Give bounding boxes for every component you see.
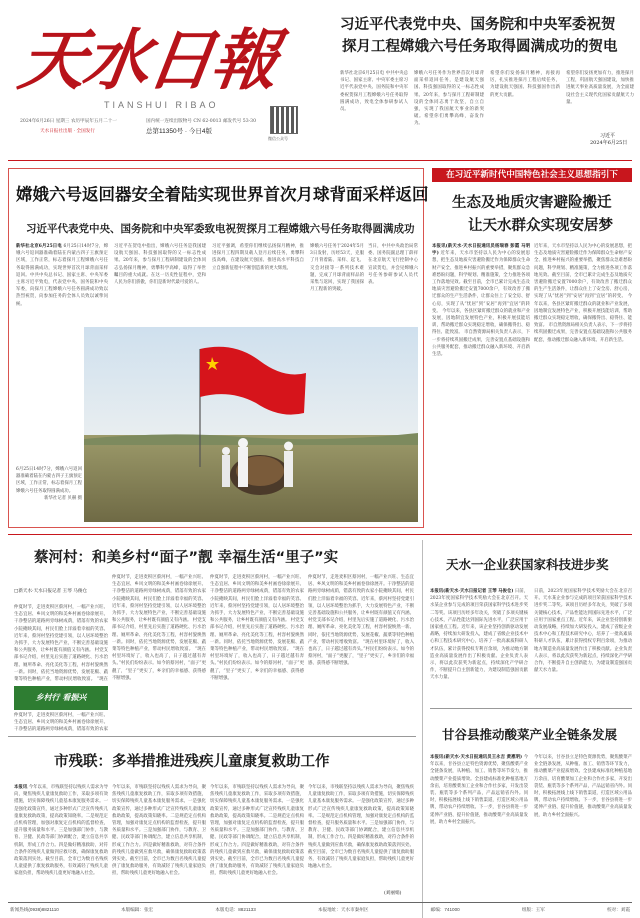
- footer-item: 新闻热线(0938)8821110: [10, 907, 59, 912]
- footer-item: 本版电话：8821133: [215, 907, 256, 912]
- top-body-col2-text: 嫦娥六号任务作为世界首次月球背面采样返回任务，是建设航天强国、科技强国取得的又一标志性成果。20年来，参与探月工程研制建设的全体同志勇于攻坚，自立自强，实现了我国航天事业的新突破。希望你们勇攀高峰，奋发作为。: [414, 71, 484, 127]
- caihe-col3-text: 仲夏时节，走进麦积区蔡河村，一幅产业兴旺、生态宜居、乡风文明的和美乡村画卷徐徐展开。干净整洁的道路两旁绿树成荫，错落有致的农家小院掩映其间，村民们脸上洋溢着幸福的笑容。近年来，蔡河村坚持党建引领，以人居环境整治为抓手，大力发展特色产业，不断完善基础设施和公共服务，让乡村既有颜值又有内涵。 村党支部书记介绍，村里先后实施了道路硬化、污水治理、厕所革命、亮化美化等工程，村容村貌焕然一新。同时，依托当地资源优势，发展花椒、蔬菜等特色种植产业，带动村民增收致富。 “现在村里环境好了，收入也高了，日子越过越有奔头。”村民们纷纷表示。如今的蔡河村，“面子”更靓了，“里子”更实了，乡亲们的幸福感、获得感不断增强。: [210, 575, 304, 681]
- ganggu-byline: 本报讯(新天水·天水日报通讯员王永吉 黄惠明): [430, 755, 523, 760]
- footer-item: 本报地址：天水市秦州区: [317, 907, 369, 912]
- right-headline-2: 让天水群众实现安居梦: [468, 218, 613, 234]
- masthead-publisher: 天水日报社出版 · 全国发行: [40, 129, 95, 134]
- caihe-col1b-text: 仲夏时节，走进麦积区蔡河村，一幅产业兴旺、生态宜居、乡风文明的和美乡村画卷徐徐展开。干净整洁的道路两旁绿树成荫，错落有致的农家: [14, 713, 108, 732]
- bottom-col4: [308, 784, 414, 890]
- masthead-issue-no: 总第11350号 · 今日4版: [146, 128, 212, 135]
- bottom-col3: [210, 784, 304, 898]
- top-body-col1-text: 新华社北京6月25日电 中共中央总书记、国家主席、中央军委主席习近平代表党中央、国务院和中央军委祝贺探月工程嫦娥六号任务取得圆满成功，致电全体参研参试人员。: [340, 71, 408, 113]
- rural-badge: [14, 686, 108, 710]
- enterprise-byline: 本报讯(新天水·天水日报记者 王琴 马俊仓): [430, 589, 514, 594]
- enterprise-body-a: 日前，2023年度国家科学技术奖励大会在北京召开。天水某企业参与完成的项目荣获国家科学技术进步奖二等奖。该项目历经多年攻关，突破了多项关键核心技术，产品性能达到国际先进水平，广泛应用于国家重点工程。近年来，该企业坚持创新驱动发展战略，持续加大研发投入，建成了省级企业技术中心和工程技术研究中心，培养了一批高素质科研人才队伍，累计获得授权专利百余项，为推动地方制造业高质量发展作出了积极贡献。企业负责人表示，将以此次获奖为新起点，持续深化产学研合作，不断提升自主创新能力，为建设制造强国贡献天水力量。: [430, 589, 528, 681]
- masthead-pinyin: TIANSHUI RIBAO: [104, 100, 219, 110]
- qr-label: 微信公众号: [268, 136, 288, 141]
- lead-col4-text: 嫦娥六号任务于2024年5月3日发射，历经53天，克服了月背着陆、采样、起飞、交会对接等一系列技术难题，完成了月球背面样品的采集与返回，实现了我国探月工程新的突破。: [310, 244, 364, 293]
- footer-rule: [8, 902, 632, 903]
- caihe-byline: □新天水·天水日报记者 王琴 马俊仓: [14, 589, 88, 594]
- top-body-col4-text: 希望你们发扬更加有力，推进探月工程，巩固航天强国建设，加快推进航天事业高质量发展，为全面建设社会主义现代化国家贡献航天力量。: [566, 71, 634, 105]
- lead-headline: 嫦娥六号返回器安全着陆实现世界首次月球背面采样返回: [16, 185, 429, 204]
- bottom-divider: [8, 736, 416, 737]
- footer-item: 邮编：741000: [430, 907, 460, 912]
- photo-caption: 6月25日14时7分，嫦娥六号返回器准确着陆在内蒙古四子王旗预定区域，工作正常，标志着探月工程嫦娥六号任务取得圆满成功。: [16, 467, 82, 494]
- bottom-byline: 本报讯: [14, 785, 28, 790]
- lead-col3-text: 习近平强调，希望你们继续弘扬探月精神，推进探月工程四期及载人登月后续任务，勇攀科技高峰，在建设航天强国、推进高水平科技自立自强新征程中不断创造新的更大辉煌。: [212, 244, 304, 271]
- footer: [10, 905, 630, 915]
- mid-rule: [8, 534, 632, 535]
- bottom-col2-text: 今年以来，市残联坚持以残疾人需求为导向，聚焦残疾儿童康复救助工作，采取多项有效措施，切实保障残疾儿童基本康复服务需求。一是强化政策宣传，通过多种形式广泛宣传残疾儿童康复救助政策，提高政策知晓率。二是规范定点机构管理，加强对康复定点机构的监督检查，提升服务质量和水平。三是加强部门协作，与教育、卫健、民政等部门协调配合，建立信息共享机制，形成工作合力。四是做好精准救助，对符合条件的残疾儿童做到应救尽救，确保康复救助政策落到实处。截至目前，全市已为数百名残疾儿童提供了康复救助服务，有效减轻了残疾儿童家庭负担，帮助残疾儿童更好地融入社会。: [112, 785, 206, 877]
- lead-col1: [16, 243, 108, 323]
- ganggu-body-b: 今年以来，甘谷县立足特色资源优势，聚焦酸菜产业全链条发展，从种植、加工、销售等环节发力，推动酸菜产业提质增效。全县建成标准化种植基地万余亩，培育酸菜加工企业和合作社多家，开发出袋装、瓶装等多个系列产品，产品远销省内外。同时，积极拓展线上线下销售渠道，打造区域公用品牌，带动农户持续增收。下一步，甘谷县将进一步延伸产业链、提升价值链，推动酸菜产业高质量发展，助力乡村全面振兴。: [534, 755, 632, 818]
- caihe-col3: [210, 574, 304, 732]
- top-body-col3: [490, 70, 560, 156]
- caihe-col1: [14, 604, 108, 682]
- qr-code: [270, 106, 298, 134]
- top-body-col2: [414, 70, 484, 156]
- lead-col2-text: 习近平在贺电中指出，嫦娥六号任务是我国建设航天强国、科技强国取得的又一标志性成果。20年来，参与探月工程研制建设的全体同志弘扬探月精神，勇攀科学高峰，取得了举世瞩目的重大成就。在这一历史性征程中，党和人民为你们骄傲，你们是新时代最可爱的人。: [114, 244, 206, 286]
- lead-dateline: 新华社北京6月25日电: [16, 244, 62, 249]
- caihe-col1-text: 仲夏时节，走进麦积区蔡河村，一幅产业兴旺、生态宜居、乡风文明的和美乡村画卷徐徐展开。干净整洁的道路两旁绿树成荫，错落有致的农家小院掩映其间，村民们脸上洋溢着幸福的笑容。近年来，蔡河村坚持党建引领，以人居环境整治为抓手，大力发展特色产业，不断完善基础设施和公共服务，让乡村既有颜值又有内涵。 村党支部书记介绍，村里先后实施了道路硬化、污水治理、厕所革命、亮化美化等工程，村容村貌焕然一新。同时，依托当地资源优势，发展花椒、蔬菜等特色种植产业，带动村民增收致富。 “现在: [14, 605, 108, 682]
- masthead-date: 2024年6月26日 星期三 农历甲辰年五月二十一: [20, 119, 117, 124]
- masthead-rule: [8, 160, 632, 161]
- right-body-b: 近年来，天水市坚持以人民为中心的发展思想，把生态及地质灾害避险搬迁作为保障群众生命财产安全、推进乡村振兴的重要举措，聚焦群众急难愁盼问题，科学规划、精准施策，全力推进各项工作落地见效。截至目前，全市已累计完成生态及地质灾害避险搬迁安置7000余户，有效改善了搬迁群众的生产生活条件，让群众住上了安全房、舒心房，实现了从“忧居”到“安居”再到“宜居”的转变。 今年以来，各县区紧盯搬迁群众的就业和产业发展，因地制宜发展特色产业，积极开展技能培训，帮助搬迁群众实现稳定增收，确保搬得出、稳得住、能致富。 市自然资源局相关负责人表示，下一步将持续巩固搬迁成果，完善安置点基础设施和公共服务配套，推动搬迁群众融入新环境、开启新生活。: [534, 244, 632, 343]
- photo-image: [84, 327, 418, 522]
- lead-col5-text: 当日，中共中央政治局常委、国务院副总理丁薛祥在北京航天飞行控制中心宣读贺电，并会见嫦娥六号任务参研参试人员代表。: [368, 244, 418, 286]
- bottom-headline: 市残联：多举措推进残疾儿童康复救助工作: [54, 754, 330, 770]
- photo-credit: 新华社记者 贝赫 摄: [44, 495, 82, 501]
- ganggu-col-b: [534, 754, 632, 898]
- right-banner: [432, 168, 632, 182]
- bottom-col2: [112, 784, 206, 898]
- lead-col1-text: 6月25日14时7分，嫦娥六号返回器准确着陆在内蒙古四子王旗预定区域，工作正常，标志着探月工程嫦娥六号任务取得圆满成功，实现世界首次月球背面采样返回。中共中央总书记、国家主席、中央军委主席习近平致电，代表党中央、国务院和中央军委，向探月工程嫦娥六号任务圆满成功致以热烈祝贺，向参加任务的全体人员致以诚挚问候。: [16, 244, 108, 307]
- caihe-col1b: [14, 712, 108, 732]
- caihe-col2-text: 仲夏时节，走进麦积区蔡河村，一幅产业兴旺、生态宜居、乡风文明的和美乡村画卷徐徐展开。干净整洁的道路两旁绿树成荫，错落有致的农家小院掩映其间，村民们脸上洋溢着幸福的笑容。近年来，蔡河村坚持党建引领，以人居环境整治为抓手，大力发展特色产业，不断完善基础设施和公共服务，让乡村既有颜值又有内涵。 村党支部书记介绍，村里先后实施了道路硬化、污水治理、厕所革命、亮化美化等工程，村容村貌焕然一新。同时，依托当地资源优势，发展花椒、蔬菜等特色种植产业，带动村民增收致富。 “现在村里环境好了，收入也高了，日子越过越有奔头。”村民们纷纷表示。如今的蔡河村，“面子”更靓了，“里子”更实了，乡亲们的幸福感、获得感不断增强。: [112, 575, 206, 681]
- enterprise-body-b: 日前，2023年度国家科学技术奖励大会在北京召开。天水某企业参与完成的项目荣获国家科学技术进步奖二等奖。该项目历经多年攻关，突破了多项关键核心技术，产品性能达到国际先进水平，广泛应用于国家重点工程。近年来，该企业坚持创新驱动发展战略，持续加大研发投入，建成了省级企业技术中心和工程技术研究中心，培养了一批高素质科研人才队伍，累计获得授权专利百余项，为推动地方制造业高质量发展作出了积极贡献。企业负责人表示，将以此次获奖为新起点，持续深化产学研合作，不断提升自主创新能力，为建设制造强国贡献天水力量。: [534, 589, 632, 674]
- bottom-author: (刘丽娟): [384, 891, 402, 896]
- top-headline: [340, 14, 635, 58]
- enterprise-divider: [430, 708, 632, 709]
- caihe-col4: [308, 574, 414, 732]
- enterprise-col-a: [430, 588, 528, 704]
- ganggu-col-a: [430, 754, 528, 898]
- right-col-b: [534, 243, 632, 528]
- footer-item: 组版：王军: [521, 907, 545, 912]
- bottom-col1-text: 今年以来，市残联坚持以残疾人需求为导向，聚焦残疾儿童康复救助工作，采取多项有效措施，切实保障残疾儿童基本康复服务需求。一是强化政策宣传，通过多种形式广泛宣传残疾儿童康复救助政策，提高政策知晓率。二是规范定点机构管理，加强对康复定点机构的监督检查，提升服务质量和水平。三是加强部门协作，与教育、卫健、民政等部门协调配合，建立信息共享机制，形成工作合力。四是做好精准救助，对符合条件的残疾儿童做到应救尽救，确保康复救助政策落到实处。截至目前，全市已为数百名残疾儿童提供了康复救助服务，有效减轻了残疾儿童家庭负担，帮助残疾儿童更好地融入社会。: [14, 785, 108, 877]
- enterprise-headline: 天水一企业获国家科技进步奖: [446, 557, 609, 572]
- right-banner-text: 在习近平新时代中国特色社会主义思想指引下: [446, 170, 618, 180]
- right-col-a: [432, 243, 530, 528]
- lead-col3: [212, 243, 304, 323]
- lead-photo: [84, 327, 418, 522]
- footer-item: 校对：刘霞: [606, 907, 630, 912]
- top-body-col4: [566, 70, 634, 130]
- right-byline: 本报讯(新天水·天水日报通讯员杨瑞春 彭霞 马明宇): [432, 244, 530, 257]
- ganggu-body-a: 今年以来，甘谷县立足特色资源优势，聚焦酸菜产业全链条发展，从种植、加工、销售等环节发力，推动酸菜产业提质增效。全县建成标准化种植基地万余亩，培育酸菜加工企业和合作社多家，开发出袋装、瓶装等多个系列产品，产品远销省内外。同时，积极拓展线上线下销售渠道，打造区域公用品牌，带动农户持续增收。下一步，甘谷县将进一步延伸产业链、提升价值链，推动酸菜产业高质量发展，助力乡村全面振兴。: [430, 755, 528, 825]
- caihe-col4-text: 仲夏时节，走进麦积区蔡河村，一幅产业兴旺、生态宜居、乡风文明的和美乡村画卷徐徐展开。干净整洁的道路两旁绿树成荫，错落有致的农家小院掩映其间，村民们脸上洋溢着幸福的笑容。近年来，蔡河村坚持党建引领，以人居环境整治为抓手，大力发展特色产业，不断完善基础设施和公共服务，让乡村既有颜值又有内涵。 村党支部书记介绍，村里先后实施了道路硬化、污水治理、厕所革命、亮化美化等工程，村容村貌焕然一新。同时，依托当地资源优势，发展花椒、蔬菜等特色种植产业，带动村民增收致富。 “现在村里环境好了，收入也高了，日子越过越有奔头。”村民们纷纷表示。如今的蔡河村，“面子”更靓了，“里子”更实了，乡亲们的幸福感、获得感不断增强。: [308, 575, 414, 667]
- right-headline-1: 生态及地质灾害避险搬迁: [452, 195, 612, 211]
- masthead: [14, 21, 320, 162]
- lead-col2: [114, 243, 206, 323]
- enterprise-col-b: [534, 588, 632, 704]
- top-sign: 习近平: [600, 133, 616, 139]
- caihe-divider-v: [422, 540, 423, 918]
- rural-badge-text: 乡村行 看振兴: [35, 693, 87, 702]
- photo-caption-box: [16, 466, 82, 522]
- masthead-cn: 国内统一连续出版物号 CN 62-0013 邮发代号 53-30: [146, 119, 257, 124]
- top-body-col1: [340, 70, 408, 156]
- top-headline-line2: 探月工程嫦娥六号任务取得圆满成功的贺电: [342, 39, 618, 55]
- bottom-col1: [14, 784, 108, 898]
- lead-col4: [310, 243, 364, 323]
- right-body-a: 近年来，天水市坚持以人民为中心的发展思想，把生态及地质灾害避险搬迁作为保障群众生命财产安全、推进乡村振兴的重要举措，聚焦群众急难愁盼问题，科学规划、精准施策，全力推进各项工作落地见效。截至目前，全市已累计完成生态及地质灾害避险搬迁安置7000余户，有效改善了搬迁群众的生产生活条件，让群众住上了安全房、舒心房，实现了从“忧居”到“安居”再到“宜居”的转变。 今年以来，各县区紧盯搬迁群众的就业和产业发展，因地制宜发展特色产业，积极开展技能培训，帮助搬迁群众实现稳定增收，确保搬得出、稳得住、能致富。 市自然资源局相关负责人表示，下一步将持续巩固搬迁成果，完善安置点基础设施和公共服务配套，推动搬迁群众融入新环境、开启新生活。: [432, 251, 530, 358]
- caihe-col2: [112, 574, 206, 732]
- top-headline-line1: 习近平代表党中央、国务院和中央军委祝贺: [340, 17, 616, 33]
- ganggu-headline: 甘谷县推动酸菜产业全链条发展: [442, 727, 618, 742]
- lead-subhead: 习近平代表党中央、国务院和中央军委致电祝贺探月工程嫦娥六号任务取得圆满成功: [26, 223, 415, 235]
- bottom-col3-text: 今年以来，市残联坚持以残疾人需求为导向，聚焦残疾儿童康复救助工作，采取多项有效措施，切实保障残疾儿童基本康复服务需求。一是强化政策宣传，通过多种形式广泛宣传残疾儿童康复救助政策，提高政策知晓率。二是规范定点机构管理，加强对康复定点机构的监督检查，提升服务质量和水平。三是加强部门协作，与教育、卫健、民政等部门协调配合，建立信息共享机制，形成工作合力。四是做好精准救助，对符合条件的残疾儿童做到应救尽救，确保康复救助政策落到实处。截至目前，全市已为数百名残疾儿童提供了康复救助服务，有效减轻了残疾儿童家庭负担，帮助残疾儿童更好地融入社会。: [210, 785, 304, 877]
- bottom-col4-text: 今年以来，市残联坚持以残疾人需求为导向，聚焦残疾儿童康复救助工作，采取多项有效措施，切实保障残疾儿童基本康复服务需求。一是强化政策宣传，通过多种形式广泛宣传残疾儿童康复救助政策，提高政策知晓率。二是规范定点机构管理，加强对康复定点机构的监督检查，提升服务质量和水平。三是加强部门协作，与教育、卫健、民政等部门协调配合，建立信息共享机制，形成工作合力。四是做好精准救助，对符合条件的残疾儿童做到应救尽救，确保康复救助政策落到实处。截至目前，全市已为数百名残疾儿童提供了康复救助服务，有效减轻了残疾儿童家庭负担，帮助残疾儿童更好地融入社会。: [308, 785, 414, 870]
- caihe-headline: 蔡河村：和美乡村“面子”靓 幸福生活“里子”实: [34, 550, 339, 566]
- top-body-col3-text: 希望你们发扬探月精神，再接再厉，扎实推进探月工程后续任务，为建设航天强国、科技强国作出新的更大贡献。: [490, 71, 560, 98]
- masthead-title: 天水日報: [14, 21, 282, 99]
- lead-col5: [368, 243, 418, 323]
- footer-item: 本版编辑：张宏: [120, 907, 154, 912]
- top-sign-date: 2024年6月25日: [590, 140, 628, 146]
